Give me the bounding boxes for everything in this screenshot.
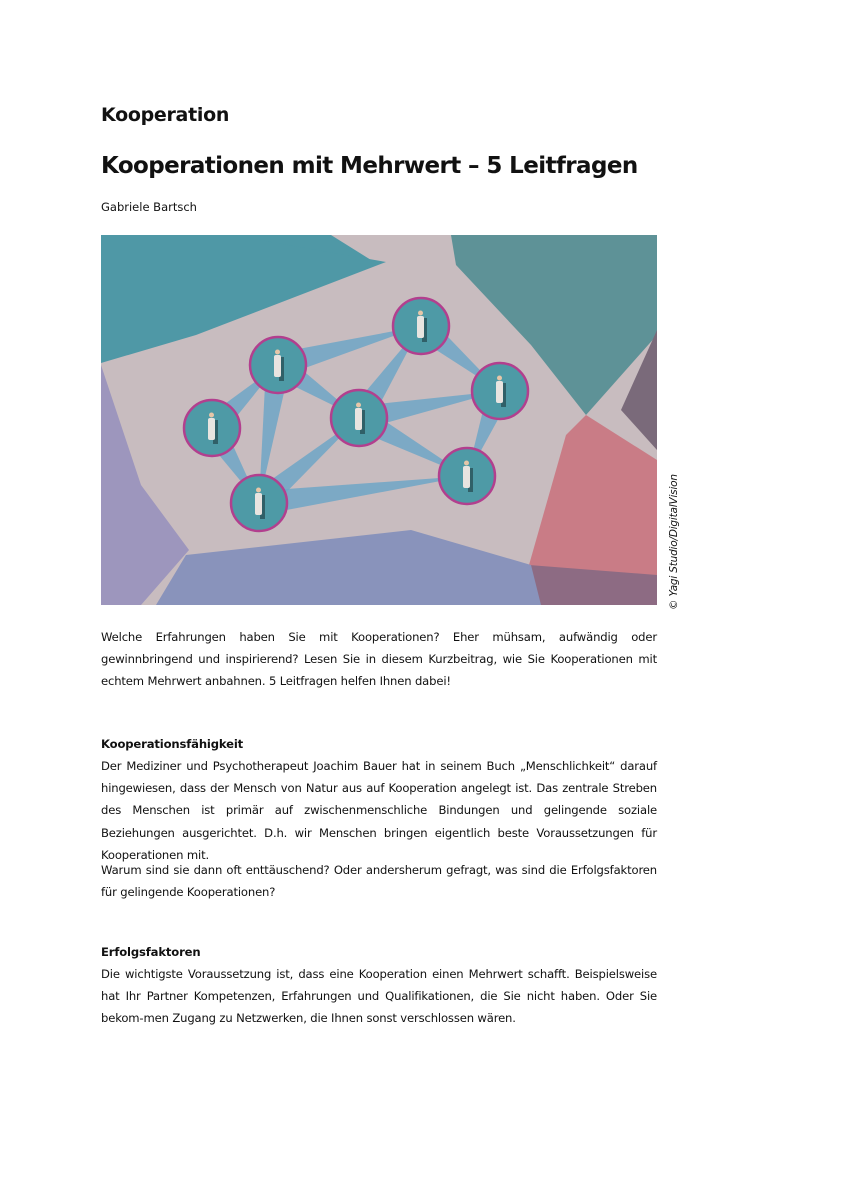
person-figure — [463, 466, 470, 488]
article-illustration — [101, 235, 657, 605]
person-figure — [496, 381, 503, 403]
person-head — [275, 350, 280, 355]
person-node — [393, 298, 449, 354]
person-node — [250, 337, 306, 393]
person-node — [331, 390, 387, 446]
person-figure — [417, 316, 424, 338]
person-head — [356, 403, 361, 408]
person-head — [209, 413, 214, 418]
person-head — [497, 376, 502, 381]
article-title: Kooperationen mit Mehrwert – 5 Leitfragen — [101, 153, 638, 179]
author-name: Gabriele Bartsch — [101, 200, 197, 214]
section-paragraph: Die wichtigste Voraussetzung ist, dass eine Kooperation einen Mehrwert schafft. Beispielsweise hat Ihr Partner Kompetenzen, Erfahrungen und Qualifikationen, die Sie nicht haben. Oder Sie bekom-men Zugang zu Netzwerken, die Ihnen sonst verschlossen wären. — [101, 967, 657, 1026]
photo-credit: © Yagi Studio/DigitalVision — [668, 474, 680, 610]
intro-paragraph: Welche Erfahrungen haben Sie mit Kooperationen? Eher mühsam, aufwändig oder gewinnbringend und inspirierend? Lesen Sie in diesem Kurzbeitrag, wie Sie Kooperationen mit echtem Mehrwert anbahnen. 5 Leitfragen helfen Ihnen dabei! — [101, 630, 657, 689]
person-node — [184, 400, 240, 456]
section-kicker: Kooperation — [101, 104, 230, 126]
person-node — [439, 448, 495, 504]
person-figure — [355, 408, 362, 430]
person-figure — [208, 418, 215, 440]
section-paragraph: Der Mediziner und Psychotherapeut Joachim Bauer hat in seinem Buch „Menschlichkeit“ darauf hingewiesen, dass der Mensch von Natur aus auf Kooperation angelegt ist. Das zentrale Streben des Menschen ist primär auf zwischenmenschliche Bindungen und gelingende soziale Beziehungen ausgerichtet. D.h. wir Menschen bringen eigentlich beste Voraussetzungen für Kooperationen mit. — [101, 759, 657, 862]
person-figure — [255, 493, 262, 515]
section-heading: Erfolgsfaktoren — [101, 945, 201, 959]
person-node — [231, 475, 287, 531]
person-node — [472, 363, 528, 419]
person-head — [418, 311, 423, 316]
person-head — [256, 488, 261, 493]
section-heading: Kooperationsfähigkeit — [101, 737, 244, 751]
section-paragraph: Warum sind sie dann oft enttäuschend? Oder andersherum gefragt, was sind die Erfolgsfaktoren für gelingende Kooperationen? — [101, 863, 657, 900]
person-figure — [274, 355, 281, 377]
person-head — [464, 461, 469, 466]
